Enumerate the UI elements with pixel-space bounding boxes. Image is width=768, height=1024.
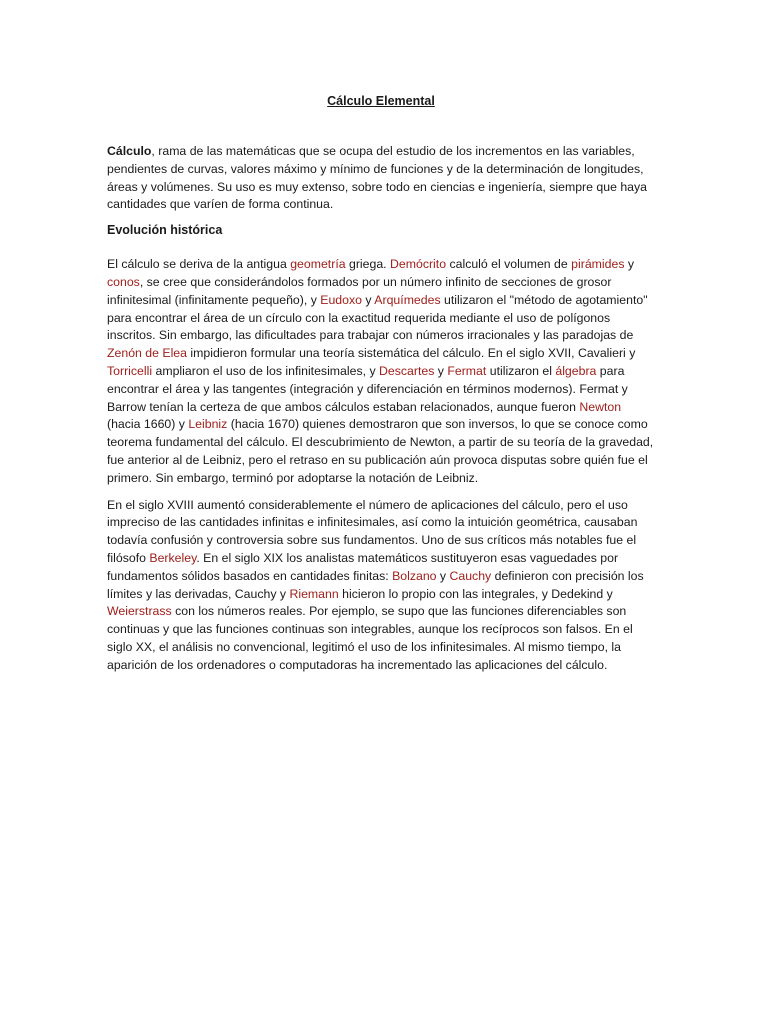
- text-segment: utilizaron el: [486, 363, 556, 378]
- history-paragraph-2: [107, 497, 655, 675]
- text-segment: con los números reales. Por ejemplo, se supo que las funciones diferenciables son continuas y que las funciones continuas son integrables, aunque los recíprocos son falsos. En el siglo XX, el análisis no convencional, legitimó el uso de los infinitesimales. Al mismo tiempo, la aparición de los ordenadores o computadoras ha incrementado las aplicaciones del cálculo.: [107, 604, 633, 672]
- text-segment: calculó el volumen de: [446, 257, 572, 272]
- link-pirámides[interactable]: pirámides: [571, 257, 625, 272]
- text-segment: . En el siglo XIX los analistas matemáticos sustituyeron esas vaguedades por fundamentos sólidos basados en cantidades finitas:: [107, 550, 619, 583]
- section-heading: Evolución histórica: [107, 223, 223, 238]
- link-riemann[interactable]: Riemann: [289, 586, 339, 601]
- text-segment: utilizaron el "método de agotamiento" para encontrar el área de un círculo con la exactitud requerida mediante el uso de polígonos inscritos. Sin embargo, las dificultades para trabajar con números irracionales y las paradojas de: [107, 292, 648, 343]
- text-segment: hicieron lo propio con las integrales, y Dedekind y: [338, 586, 613, 601]
- link-álgebra[interactable]: álgebra: [555, 363, 597, 378]
- link-eudoxo[interactable]: Eudoxo: [320, 292, 362, 307]
- link-berkeley[interactable]: Berkeley: [149, 550, 197, 565]
- text-segment: y: [624, 257, 635, 272]
- text-segment: (hacia 1670) quienes demostraron que son inversos, lo que se conoce como teorema fundamental del cálculo. El descubrimiento de Newton, a partir de su teoría de la gravedad, fue anterior al de Leibniz, pero el retraso en su publicación aún provoca disputas sobre quién fue el primero. Sin embargo, terminó por adoptarse la notación de Leibniz.: [107, 417, 654, 485]
- link-zenón-de-elea[interactable]: Zenón de Elea: [107, 346, 187, 361]
- link-geometría[interactable]: geometría: [290, 257, 346, 272]
- text-segment: En el siglo XVIII aumentó considerablemente el número de aplicaciones del cálculo, pero el uso impreciso de las cantidades infinitas e infinitesimales, así como la intuición geométrica, causaban todavía confusión y controversia sobre sus fundamentos. Uno de sus críticos más notables fue el filósofo: [107, 497, 638, 565]
- text-segment: griega.: [345, 257, 391, 272]
- link-descartes[interactable]: Descartes: [379, 363, 435, 378]
- intro-term: Cálculo: [107, 144, 152, 158]
- text-segment: El cálculo se deriva de la antigua: [107, 257, 291, 272]
- text-segment: (hacia 1660) y: [107, 417, 189, 432]
- link-conos[interactable]: conos: [107, 274, 140, 289]
- history-paragraph-1: [107, 256, 655, 487]
- text-segment: para encontrar el área y las tangentes (integración y diferenciación en términos modernos). Fermat y Barrow tenían la certeza de que ambos cálculos estaban relacionados, aunque fueron: [107, 363, 628, 414]
- intro-paragraph: [107, 143, 655, 214]
- link-newton[interactable]: Newton: [579, 399, 622, 414]
- link-leibniz[interactable]: Leibniz: [188, 417, 228, 432]
- link-fermat[interactable]: Fermat: [447, 363, 487, 378]
- link-weierstrass[interactable]: Weierstrass: [107, 604, 172, 619]
- text-segment: definieron con precisión los límites y las derivadas, Cauchy y: [107, 568, 644, 601]
- link-demócrito[interactable]: Demócrito: [390, 257, 447, 272]
- text-segment: ampliaron el uso de los infinitesimales, y: [152, 363, 380, 378]
- link-bolzano[interactable]: Bolzano: [392, 568, 437, 583]
- text-segment: y: [361, 292, 375, 307]
- intro-text: , rama de las matemáticas que se ocupa del estudio de los incrementos en las variables, pendientes de curvas, valores máximo y mínimo de funciones y de la determinación de longitudes, áreas y volúmenes. Su uso es muy extenso, sobre todo en ciencias e ingeniería, siempre que haya cantidades que varíen de forma continua.: [107, 144, 648, 212]
- text-segment: y: [436, 568, 450, 583]
- text-segment: , se cree que considerándolos formados por un número infinito de secciones de grosor infinitesimal (infinitamente pequeño), y: [107, 274, 612, 307]
- link-cauchy[interactable]: Cauchy: [449, 568, 492, 583]
- link-torricelli[interactable]: Torricelli: [107, 363, 153, 378]
- link-arquímedes[interactable]: Arquímedes: [374, 292, 441, 307]
- text-segment: y: [434, 363, 448, 378]
- document-page: [107, 92, 655, 675]
- text-segment: impidieron formular una teoría sistemática del cálculo. En el siglo XVII, Cavalieri y: [187, 346, 636, 361]
- page-title: Cálculo Elemental: [327, 94, 435, 108]
